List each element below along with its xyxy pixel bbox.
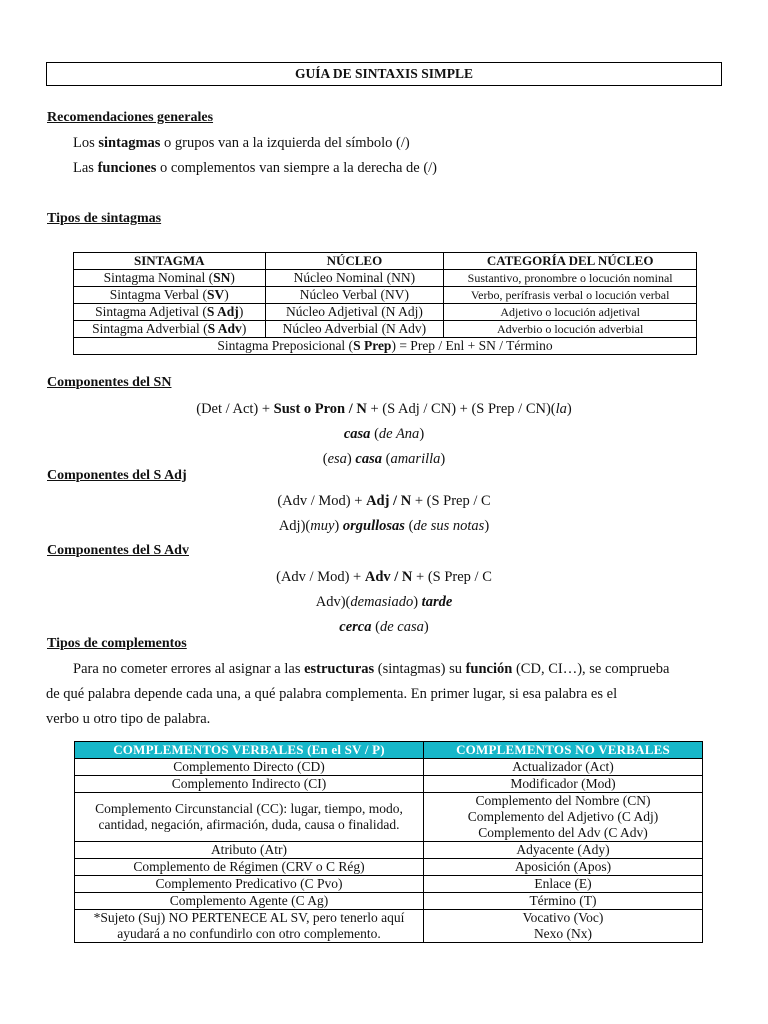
- heading-componentes-sn: Componentes del SN: [47, 375, 172, 390]
- cell-categoria: Sustantivo, pronombre o locución nominal: [444, 270, 697, 287]
- cell-no-verbal: Modificador (Mod): [424, 776, 703, 793]
- cell-no-verbal: Actualizador (Act): [424, 759, 703, 776]
- heading-componentes-sadv: Componentes del S Adv: [47, 543, 189, 558]
- heading-tipos-sintagmas: Tipos de sintagmas: [47, 211, 162, 226]
- cell-nucleo: Núcleo Verbal (NV): [265, 287, 444, 304]
- sn-example-1: casa (de Ana): [343, 426, 425, 442]
- no-verbal-line: Complemento del Adv (C Adv): [478, 825, 648, 840]
- table-row: [75, 759, 703, 776]
- no-verbal-line: Vocativo (Voc): [522, 910, 604, 925]
- header-categoria: CATEGORÍA DEL NÚCLEO: [444, 253, 697, 270]
- table-header-row: [75, 742, 703, 759]
- cell-no-verbal: Enlace (E): [424, 876, 703, 893]
- cell-verbal: *Sujeto (Suj) NO PERTENECE AL SV, pero tenerlo aquí ayudará a no confundirlo con otro complemento.: [75, 910, 424, 943]
- header-sintagma: SINTAGMA: [74, 253, 266, 270]
- table-footer-row: [74, 338, 697, 355]
- table-row: [75, 910, 703, 943]
- cell-sintagma: Sintagma Adverbial (S Adv): [74, 321, 266, 338]
- sadv-example-2: cerca (de casa): [339, 619, 429, 635]
- cell-no-verbal: [424, 793, 703, 842]
- cell-verbal: Complemento Directo (CD): [75, 759, 424, 776]
- page-title: GUÍA DE SINTAXIS SIMPLE: [46, 62, 722, 86]
- cell-sintagma: Sintagma Adjetival (S Adj): [74, 304, 266, 321]
- complementos-paragraph-line-2: de qué palabra depende cada una, a qué palabra complementa. En primer lugar, si esa palabra es el: [46, 686, 618, 702]
- no-verbal-line: Complemento del Adjetivo (C Adj): [467, 809, 659, 824]
- cell-verbal: Atributo (Atr): [75, 842, 424, 859]
- sintagmas-table: [73, 252, 697, 355]
- cell-nucleo: Núcleo Adverbial (N Adv): [265, 321, 444, 338]
- cell-categoria: Adverbio o locución adverbial: [444, 321, 697, 338]
- cell-no-verbal: Término (T): [424, 893, 703, 910]
- header-complementos-no-verbales: COMPLEMENTOS NO VERBALES: [424, 742, 703, 759]
- no-verbal-line: Complemento del Nombre (CN): [475, 793, 651, 808]
- table-row: [75, 876, 703, 893]
- cell-verbal: Complemento Predicativo (C Pvo): [75, 876, 424, 893]
- cell-no-verbal: Adyacente (Ady): [424, 842, 703, 859]
- cell-sintagma-preposicional: Sintagma Preposicional (S Prep) = Prep / Enl + SN / Término: [74, 338, 697, 355]
- cell-categoria: Adjetivo o locución adjetival: [444, 304, 697, 321]
- cell-verbal: Complemento Circunstancial (CC): lugar, tiempo, modo, cantidad, negación, afirmación, duda, causa o finalidad.: [75, 793, 424, 842]
- sn-formula: (Det / Act) + Sust o Pron / N + (S Adj / CN) + (S Prep / CN)(la): [196, 401, 572, 417]
- table-row: [74, 304, 697, 321]
- sadj-example: Adj)(muy) orgullosas (de sus notas): [278, 518, 490, 534]
- cell-sintagma: Sintagma Nominal (SN): [74, 270, 266, 287]
- table-row: [75, 893, 703, 910]
- heading-recomendaciones: Recomendaciones generales: [47, 110, 214, 125]
- cell-nucleo: Núcleo Nominal (NN): [265, 270, 444, 287]
- heading-tipos-complementos: Tipos de complementos: [47, 636, 187, 651]
- complementos-paragraph-line-3: verbo u otro tipo de palabra.: [46, 711, 211, 727]
- sadj-formula: (Adv / Mod) + Adj / N + (S Prep / C: [277, 493, 491, 509]
- complementos-table: [74, 741, 703, 943]
- cell-verbal: Complemento Agente (C Ag): [75, 893, 424, 910]
- cell-verbal: Complemento Indirecto (CI): [75, 776, 424, 793]
- cell-nucleo: Núcleo Adjetival (N Adj): [265, 304, 444, 321]
- table-row: [74, 270, 697, 287]
- table-row: [75, 793, 703, 842]
- complementos-paragraph-line-1: Para no cometer errores al asignar a las estructuras (sintagmas) su función (CD, CI…), se comprueba: [73, 661, 670, 677]
- cell-no-verbal: Aposición (Apos): [424, 859, 703, 876]
- table-row: [75, 842, 703, 859]
- cell-verbal: Complemento de Régimen (CRV o C Rég): [75, 859, 424, 876]
- heading-componentes-sadj: Componentes del S Adj: [47, 468, 187, 483]
- header-nucleo: NÚCLEO: [265, 253, 444, 270]
- table-row: [74, 287, 697, 304]
- sn-example-2: (esa) casa (amarilla): [322, 451, 446, 467]
- table-row: [74, 321, 697, 338]
- cell-no-verbal: [424, 910, 703, 943]
- sadv-example-1: Adv)(demasiado) tarde: [315, 594, 453, 610]
- recomendacion-sintagmas: Los sintagmas o grupos van a la izquierda del símbolo (/): [73, 135, 410, 151]
- header-complementos-verbales: COMPLEMENTOS VERBALES (En el SV / P): [75, 742, 424, 759]
- table-row: [75, 859, 703, 876]
- cell-categoria: Verbo, perífrasis verbal o locución verbal: [444, 287, 697, 304]
- recomendacion-funciones: Las funciones o complementos van siempre a la derecha de (/): [73, 160, 438, 176]
- sadv-formula: (Adv / Mod) + Adv / N + (S Prep / C: [276, 569, 492, 585]
- no-verbal-line: Nexo (Nx): [533, 926, 593, 941]
- cell-sintagma: Sintagma Verbal (SV): [74, 287, 266, 304]
- table-row: [75, 776, 703, 793]
- table-header-row: [74, 253, 697, 270]
